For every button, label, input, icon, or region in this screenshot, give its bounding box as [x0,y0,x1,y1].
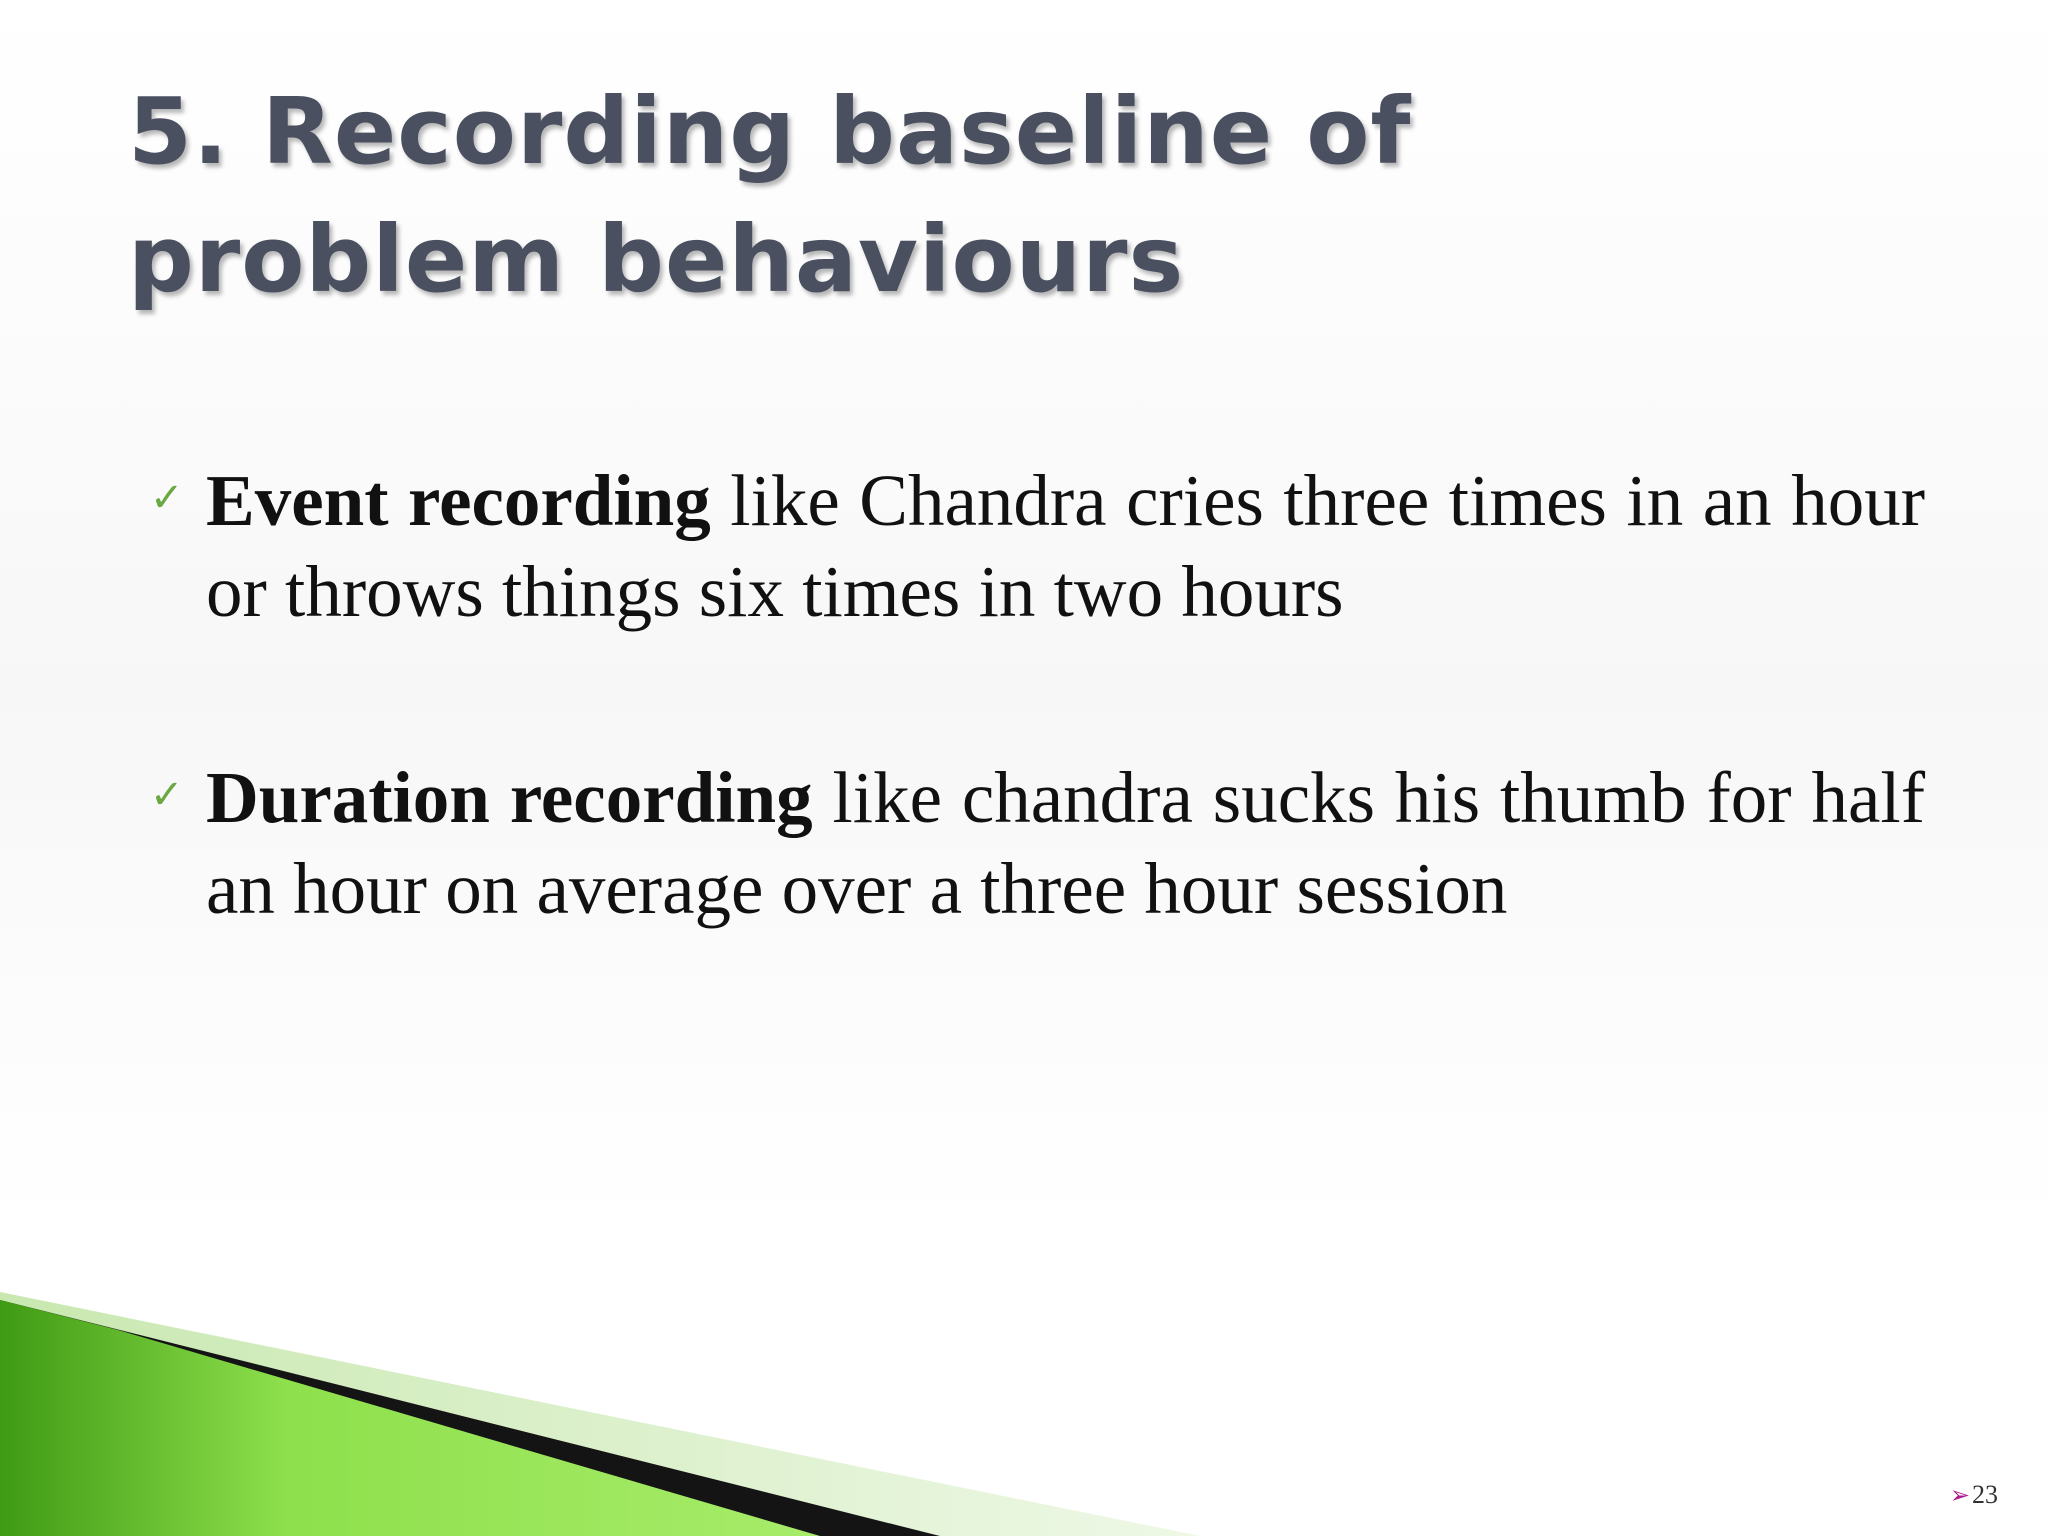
page-number [1950,1480,1998,1510]
green-band [0,1300,820,1536]
slide-title: 5. Recording baseline of problem behaviours [128,78,1412,313]
arrow-bullet-icon: ➢ [1949,1483,1970,1509]
bullet-body: like Chandra cries three times in an hour or throws things six times in two hours [206,460,1926,632]
checkmark-icon: ✓ [150,475,184,521]
bullet-term: Event recording [206,460,711,541]
checkmark-icon: ✓ [150,772,184,818]
page-number-text: 23 [1972,1480,1998,1509]
bullet-term: Duration recording [206,757,813,838]
bullet-body: like chandra sucks his thumb for half an hour on average over a three hour session [206,757,1925,929]
